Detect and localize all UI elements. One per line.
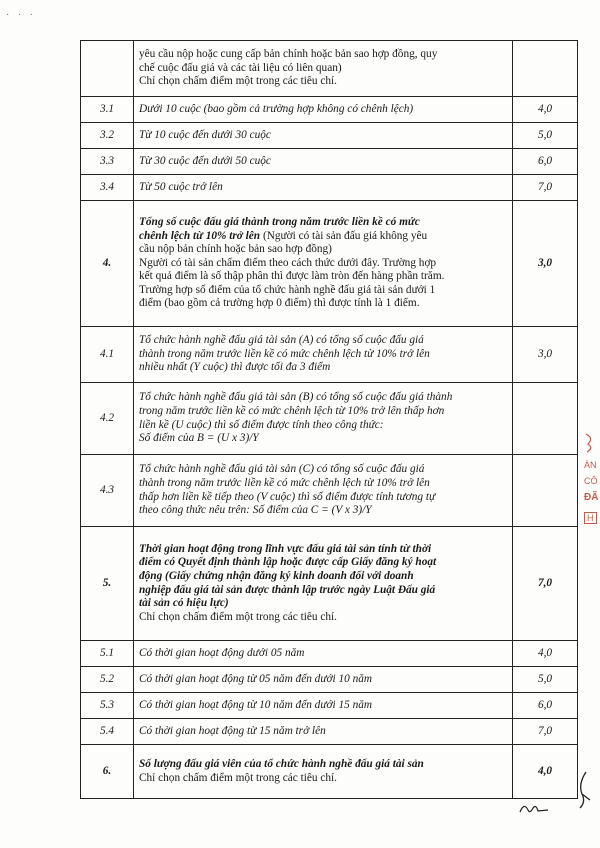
table-row [81,41,578,97]
table-row [81,149,578,175]
table-row [81,719,578,745]
row-number: 4.3 [81,455,134,527]
table-row [81,327,578,383]
row-number: 5.2 [81,667,134,693]
stamp-text-3: ĐÃ [584,492,599,503]
table-row [81,527,578,641]
row-points: 6,0 [513,693,578,719]
initials-signature-icon [518,800,552,816]
table-row [81,201,578,327]
stamp-text-2: CÔ [584,476,598,486]
row-number: 5.4 [81,719,134,745]
criterion-text: Thời gian hoạt động trong lĩnh vực đấu giá tài sản tính từ thời điểm có Quyết định thành lập hoặc được cấp Giấy đăng ký hoạt động (Giấy chứng nhận đăng ký kinh doanh đối với doanh nghiệp đấu giá tài sản được thành lập trước ngày Luật Đấu giá tài sản có hiệu lực) Chỉ chọn chấm điểm một trong các tiêu chí. [134,527,513,641]
row-points: 5,0 [513,123,578,149]
stamp-text-1: ÀN [584,460,597,470]
criterion-text: Từ 50 cuộc trở lên [134,175,513,201]
criterion-text: Số lượng đấu giá viên của tổ chức hành nghề đấu giá tài sản Chỉ chọn chấm điểm một trong các tiêu chí. [134,745,513,799]
row-number: 4.2 [81,383,134,455]
table-row [81,123,578,149]
stamp-mark-icon [584,432,598,454]
row-points: 3,0 [513,201,578,327]
criterion-text: Tổ chức hành nghề đấu giá tài sản (C) có tổng số cuộc đấu giá thành trong năm trước liền kề có mức chênh lệch từ 10% trở lên thấp hơn liền kề tiếp theo (V cuộc) thì số điểm được tính tương tự theo công thức nêu trên: Số điểm của C = (V x 3)/Y [134,455,513,527]
row-number: 4. [81,201,134,327]
criterion-text: Có thời gian hoạt động từ 10 năm đến dưới 15 năm [134,693,513,719]
row-points: 4,0 [513,641,578,667]
stamp-text-4: H [584,512,597,524]
table-row [81,97,578,123]
row-points: 4,0 [513,745,578,799]
row-points: 3,0 [513,327,578,383]
table-row [81,667,578,693]
row-number: 3.3 [81,149,134,175]
stamp-fragment [584,432,598,456]
criterion-text: yêu cầu nộp hoặc cung cấp bản chính hoặc bản sao hợp đồng, quy chế cuộc đấu giá và các tài liệu có liên quan) Chỉ chọn chấm điểm một trong các tiêu chí. [134,41,513,97]
row-number: 5.1 [81,641,134,667]
scan-dots: · · · [6,10,36,21]
table-row [81,745,578,799]
table-row [81,641,578,667]
row-points: 4,0 [513,97,578,123]
criterion-text: Từ 30 cuộc đến dưới 50 cuộc [134,149,513,175]
row-points [513,455,578,527]
table-row [81,175,578,201]
row-points: 7,0 [513,527,578,641]
criterion-text: Tổ chức hành nghề đấu giá tài sản (A) có tổng số cuộc đấu giá thành trong năm trước liền kề có mức chênh lệch từ 10% trở lên nhiều nhất (Y cuộc) thì được tối đa 3 điểm [134,327,513,383]
row-number: 5.3 [81,693,134,719]
criteria-table [80,40,578,799]
criterion-text: Tổ chức hành nghề đấu giá tài sản (B) có tổng số cuộc đấu giá thành trong năm trước liền kề có mức chênh lệch từ 10% trở lên thấp hơn liền kề (U cuộc) thì số điểm được tính theo công thức: Số điểm của B = (U x 3)/Y [134,383,513,455]
row-points: 7,0 [513,175,578,201]
criterion-text: Có thời gian hoạt động từ 15 năm trở lên [134,719,513,745]
row-number: 6. [81,745,134,799]
row-points: 7,0 [513,719,578,745]
row-points [513,41,578,97]
row-points: 5,0 [513,667,578,693]
table-row [81,383,578,455]
row-number: 3.4 [81,175,134,201]
criterion-text: Từ 10 cuộc đến dưới 30 cuộc [134,123,513,149]
table-row [81,693,578,719]
row-number: 5. [81,527,134,641]
table-row [81,455,578,527]
row-number: 3.2 [81,123,134,149]
row-number: 4.1 [81,327,134,383]
criterion-text: Tổng số cuộc đấu giá thành trong năm trước liền kề có mức chênh lệch từ 10% trở lên (Người có tài sản đấu giá không yêu cầu nộp bản chính hoặc bản sao hợp đồng) Người có tài sản chấm điểm theo cách thức dưới đây. Trường hợp kết quả điểm là số thập phân thì được làm tròn đến hàng phần trăm. Trường hợp số điểm của tổ chức hành nghề đấu giá tài sản dưới 1 điểm (bao gồm cả trường hợp 0 điểm) thì được tính là 1 điểm. [134,201,513,327]
row-points [513,383,578,455]
criterion-text: Dưới 10 cuộc (bao gồm cả trường hợp không có chênh lệch) [134,97,513,123]
signature-mark-icon [574,770,594,810]
criterion-text: Có thời gian hoạt động dưới 05 năm [134,641,513,667]
row-points: 6,0 [513,149,578,175]
row-number [81,41,134,97]
criterion-text: Có thời gian hoạt động từ 05 năm đến dưới 10 năm [134,667,513,693]
row-number: 3.1 [81,97,134,123]
